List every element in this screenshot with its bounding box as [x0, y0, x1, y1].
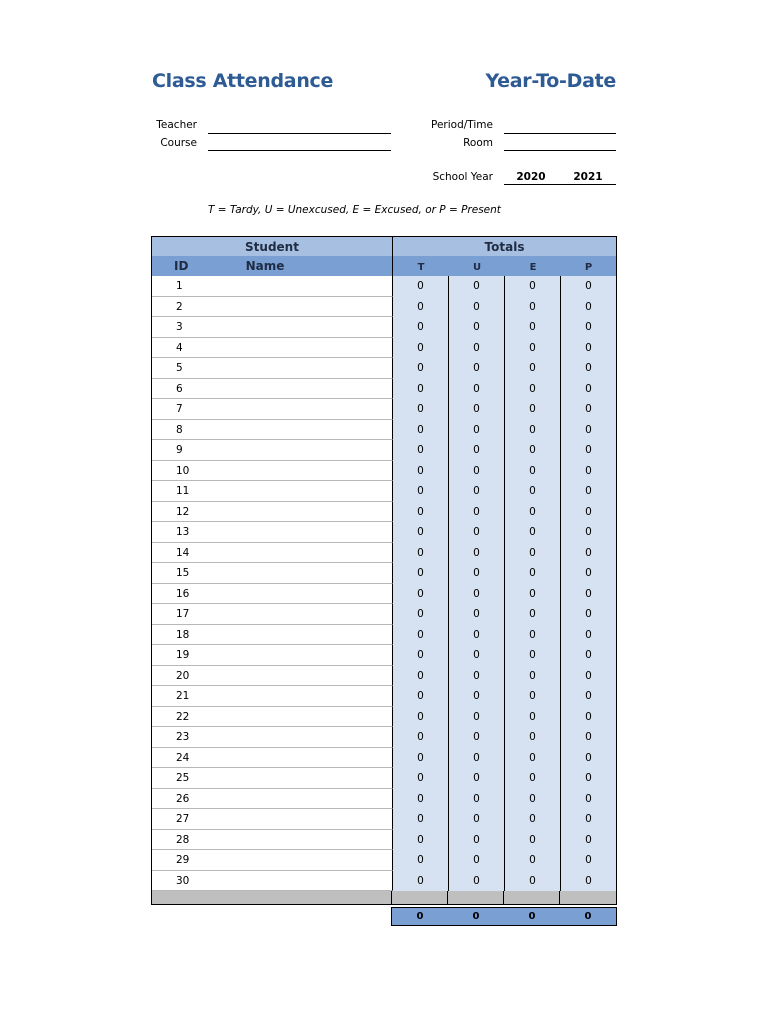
excused-count: 0 [505, 789, 561, 810]
student-name-cell[interactable] [208, 707, 393, 728]
student-name-cell[interactable] [208, 276, 393, 297]
table-row [151, 420, 617, 441]
tardy-count: 0 [393, 379, 449, 400]
tardy-count: 0 [393, 297, 449, 318]
tardy-count: 0 [393, 440, 449, 461]
tardy-count: 0 [393, 338, 449, 359]
unexcused-count: 0 [449, 440, 505, 461]
footer-gray-e [504, 891, 560, 904]
teacher-label: Teacher [156, 119, 197, 131]
attendance-legend: T = Tardy, U = Unexcused, E = Excused, or P = Present [208, 204, 501, 216]
unexcused-count: 0 [449, 297, 505, 318]
table-row [151, 707, 617, 728]
tardy-count: 0 [393, 317, 449, 338]
student-name-cell[interactable] [208, 850, 393, 871]
student-name-cell[interactable] [208, 830, 393, 851]
unexcused-count: 0 [449, 420, 505, 441]
student-name-cell[interactable] [208, 748, 393, 769]
unexcused-count: 0 [449, 727, 505, 748]
excused-count: 0 [505, 625, 561, 646]
school-year-underline [504, 184, 616, 185]
unexcused-count: 0 [449, 358, 505, 379]
student-id: 1 [152, 276, 208, 297]
table-row [151, 358, 617, 379]
student-id: 7 [152, 399, 208, 420]
present-count: 0 [561, 707, 616, 728]
table-row [151, 645, 617, 666]
tardy-count: 0 [393, 707, 449, 728]
table-footer-bar [151, 891, 617, 905]
present-count: 0 [561, 379, 616, 400]
tardy-count: 0 [393, 543, 449, 564]
excused-count: 0 [505, 584, 561, 605]
present-count: 0 [561, 338, 616, 359]
present-count: 0 [561, 604, 616, 625]
unexcused-count: 0 [449, 338, 505, 359]
student-id: 14 [152, 543, 208, 564]
total-present: 0 [584, 911, 592, 922]
footer-gray-p [560, 891, 616, 904]
course-field[interactable] [208, 150, 391, 151]
student-id: 26 [152, 789, 208, 810]
student-id: 25 [152, 768, 208, 789]
student-name-cell[interactable] [208, 379, 393, 400]
unexcused-count: 0 [449, 789, 505, 810]
unexcused-count: 0 [449, 584, 505, 605]
unexcused-count: 0 [449, 768, 505, 789]
unexcused-count: 0 [449, 563, 505, 584]
student-name-cell[interactable] [208, 727, 393, 748]
student-name-cell[interactable] [208, 789, 393, 810]
unexcused-count: 0 [449, 502, 505, 523]
table-row [151, 686, 617, 707]
excused-count: 0 [505, 871, 561, 892]
student-id: 13 [152, 522, 208, 543]
excused-count: 0 [505, 563, 561, 584]
student-id: 8 [152, 420, 208, 441]
period-label: Period/Time [431, 119, 493, 131]
student-id: 23 [152, 727, 208, 748]
present-count: 0 [561, 563, 616, 584]
student-name-cell[interactable] [208, 604, 393, 625]
table-row [151, 522, 617, 543]
table-row [151, 543, 617, 564]
unexcused-count: 0 [449, 748, 505, 769]
excused-count: 0 [505, 338, 561, 359]
tardy-count: 0 [393, 686, 449, 707]
unexcused-count: 0 [449, 871, 505, 892]
table-row [151, 604, 617, 625]
student-id: 19 [152, 645, 208, 666]
student-name-cell[interactable] [208, 461, 393, 482]
student-id: 28 [152, 830, 208, 851]
teacher-field[interactable] [208, 133, 391, 134]
excused-count: 0 [505, 461, 561, 482]
unexcused-count: 0 [449, 317, 505, 338]
excused-count: 0 [505, 317, 561, 338]
tardy-count: 0 [393, 645, 449, 666]
table-row [151, 727, 617, 748]
table-row [151, 584, 617, 605]
student-name-cell[interactable] [208, 317, 393, 338]
table-row [151, 563, 617, 584]
excused-count: 0 [505, 604, 561, 625]
student-id: 6 [152, 379, 208, 400]
excused-header: E [529, 262, 537, 273]
student-name-cell[interactable] [208, 358, 393, 379]
table-row [151, 809, 617, 830]
present-count: 0 [561, 297, 616, 318]
unexcused-header: U [472, 262, 482, 273]
student-id: 3 [152, 317, 208, 338]
course-label: Course [160, 137, 197, 149]
tardy-count: 0 [393, 420, 449, 441]
unexcused-count: 0 [449, 625, 505, 646]
student-name-cell[interactable] [208, 338, 393, 359]
student-id: 16 [152, 584, 208, 605]
excused-count: 0 [505, 686, 561, 707]
room-label: Room [463, 137, 493, 149]
tardy-count: 0 [393, 461, 449, 482]
table-row [151, 830, 617, 851]
student-name-cell[interactable] [208, 543, 393, 564]
present-count: 0 [561, 768, 616, 789]
student-id: 17 [152, 604, 208, 625]
student-id: 15 [152, 563, 208, 584]
table-header-group [151, 236, 617, 256]
unexcused-count: 0 [449, 276, 505, 297]
excused-count: 0 [505, 276, 561, 297]
excused-count: 0 [505, 420, 561, 441]
present-header: P [584, 262, 593, 273]
unexcused-count: 0 [449, 522, 505, 543]
tardy-count: 0 [393, 502, 449, 523]
present-count: 0 [561, 543, 616, 564]
present-count: 0 [561, 399, 616, 420]
unexcused-count: 0 [449, 666, 505, 687]
student-name-cell[interactable] [208, 522, 393, 543]
student-header: Student [152, 237, 393, 256]
grand-totals-row [391, 907, 617, 926]
excused-count: 0 [505, 850, 561, 871]
excused-count: 0 [505, 748, 561, 769]
table-row [151, 276, 617, 297]
student-name-cell[interactable] [208, 297, 393, 318]
student-name-cell[interactable] [208, 686, 393, 707]
unexcused-count: 0 [449, 379, 505, 400]
unexcused-count: 0 [449, 707, 505, 728]
present-count: 0 [561, 809, 616, 830]
unexcused-count: 0 [449, 481, 505, 502]
table-row [151, 481, 617, 502]
student-name-cell[interactable] [208, 584, 393, 605]
unexcused-count: 0 [449, 830, 505, 851]
tardy-count: 0 [393, 481, 449, 502]
unexcused-count: 0 [449, 604, 505, 625]
present-count: 0 [561, 727, 616, 748]
student-id: 22 [152, 707, 208, 728]
school-year-label: School Year [432, 171, 493, 183]
table-row [151, 768, 617, 789]
table-row [151, 666, 617, 687]
student-id: 21 [152, 686, 208, 707]
excused-count: 0 [505, 830, 561, 851]
page-subtitle: Year-To-Date [485, 70, 616, 92]
student-name-cell[interactable] [208, 871, 393, 892]
total-excused: 0 [528, 911, 536, 922]
table-header-columns [151, 256, 617, 276]
table-body [151, 276, 617, 891]
unexcused-count: 0 [449, 645, 505, 666]
totals-header: Totals [484, 240, 525, 254]
tardy-count: 0 [393, 563, 449, 584]
present-count: 0 [561, 584, 616, 605]
tardy-header: T [417, 262, 425, 273]
student-id: 12 [152, 502, 208, 523]
excused-count: 0 [505, 502, 561, 523]
student-name-cell[interactable] [208, 563, 393, 584]
student-name-cell[interactable] [208, 645, 393, 666]
student-id: 5 [152, 358, 208, 379]
student-id: 10 [152, 461, 208, 482]
table-row [151, 399, 617, 420]
excused-count: 0 [505, 358, 561, 379]
unexcused-count: 0 [449, 543, 505, 564]
excused-count: 0 [505, 543, 561, 564]
present-count: 0 [561, 358, 616, 379]
present-count: 0 [561, 625, 616, 646]
tardy-count: 0 [393, 748, 449, 769]
present-count: 0 [561, 276, 616, 297]
excused-count: 0 [505, 707, 561, 728]
student-id: 24 [152, 748, 208, 769]
total-tardy: 0 [416, 911, 424, 922]
id-header: ID [174, 259, 189, 273]
page-title: Class Attendance [152, 70, 334, 92]
present-count: 0 [561, 502, 616, 523]
present-count: 0 [561, 420, 616, 441]
excused-count: 0 [505, 645, 561, 666]
present-count: 0 [561, 830, 616, 851]
excused-count: 0 [505, 440, 561, 461]
present-count: 0 [561, 748, 616, 769]
tardy-count: 0 [393, 584, 449, 605]
present-count: 0 [561, 317, 616, 338]
table-row [151, 379, 617, 400]
tardy-count: 0 [393, 830, 449, 851]
student-id: 11 [152, 481, 208, 502]
student-id: 4 [152, 338, 208, 359]
school-year-end[interactable]: 2021 [573, 171, 603, 183]
excused-count: 0 [505, 399, 561, 420]
tardy-count: 0 [393, 666, 449, 687]
excused-count: 0 [505, 297, 561, 318]
unexcused-count: 0 [449, 850, 505, 871]
present-count: 0 [561, 461, 616, 482]
school-year-start[interactable]: 2020 [516, 171, 546, 183]
student-name-cell[interactable] [208, 809, 393, 830]
tardy-count: 0 [393, 789, 449, 810]
tardy-count: 0 [393, 768, 449, 789]
table-row [151, 871, 617, 892]
table-row [151, 625, 617, 646]
attendance-table [151, 236, 617, 905]
tardy-count: 0 [393, 358, 449, 379]
table-row [151, 317, 617, 338]
student-id: 30 [152, 871, 208, 892]
present-count: 0 [561, 686, 616, 707]
table-row [151, 461, 617, 482]
student-name-cell[interactable] [208, 502, 393, 523]
room-field[interactable] [504, 150, 616, 151]
table-row [151, 338, 617, 359]
tardy-count: 0 [393, 850, 449, 871]
table-row [151, 502, 617, 523]
student-name-cell[interactable] [208, 399, 393, 420]
unexcused-count: 0 [449, 461, 505, 482]
excused-count: 0 [505, 727, 561, 748]
student-name-cell[interactable] [208, 625, 393, 646]
unexcused-count: 0 [449, 809, 505, 830]
table-row [151, 748, 617, 769]
student-name-cell[interactable] [208, 768, 393, 789]
student-name-cell[interactable] [208, 666, 393, 687]
tardy-count: 0 [393, 522, 449, 543]
student-id: 29 [152, 850, 208, 871]
excused-count: 0 [505, 379, 561, 400]
present-count: 0 [561, 871, 616, 892]
student-name-cell[interactable] [208, 440, 393, 461]
excused-count: 0 [505, 809, 561, 830]
student-id: 27 [152, 809, 208, 830]
tardy-count: 0 [393, 276, 449, 297]
student-id: 2 [152, 297, 208, 318]
total-unexcused: 0 [472, 911, 480, 922]
table-row [151, 789, 617, 810]
unexcused-count: 0 [449, 686, 505, 707]
present-count: 0 [561, 850, 616, 871]
present-count: 0 [561, 481, 616, 502]
table-row [151, 297, 617, 318]
present-count: 0 [561, 666, 616, 687]
tardy-count: 0 [393, 604, 449, 625]
excused-count: 0 [505, 522, 561, 543]
footer-gray-name [152, 891, 392, 904]
table-row [151, 850, 617, 871]
excused-count: 0 [505, 666, 561, 687]
present-count: 0 [561, 645, 616, 666]
table-row [151, 440, 617, 461]
present-count: 0 [561, 789, 616, 810]
tardy-count: 0 [393, 727, 449, 748]
student-id: 18 [152, 625, 208, 646]
excused-count: 0 [505, 768, 561, 789]
student-id: 9 [152, 440, 208, 461]
unexcused-count: 0 [449, 399, 505, 420]
present-count: 0 [561, 522, 616, 543]
period-field[interactable] [504, 133, 616, 134]
tardy-count: 0 [393, 871, 449, 892]
student-name-cell[interactable] [208, 420, 393, 441]
footer-gray-t [392, 891, 448, 904]
student-name-cell[interactable] [208, 481, 393, 502]
tardy-count: 0 [393, 399, 449, 420]
excused-count: 0 [505, 481, 561, 502]
footer-gray-u [448, 891, 504, 904]
name-header: Name [208, 256, 393, 276]
tardy-count: 0 [393, 809, 449, 830]
tardy-count: 0 [393, 625, 449, 646]
present-count: 0 [561, 440, 616, 461]
student-id: 20 [152, 666, 208, 687]
